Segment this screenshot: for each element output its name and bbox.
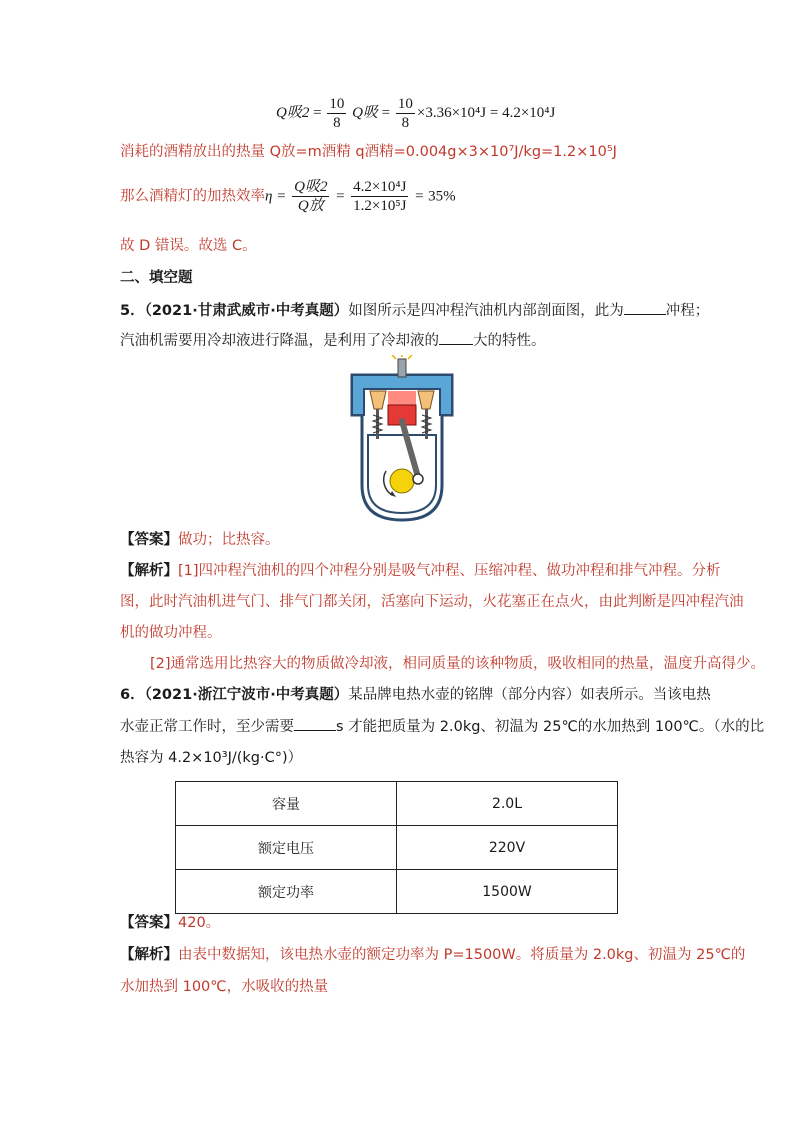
table-row: 额定功率 1500W <box>176 870 618 914</box>
q6-source: （2021·浙江宁波市·中考真题） <box>144 687 349 703</box>
q5-line-1: 5．（2021·甘肃武威市·中考真题）如图所示是四冲程汽油机内部剖面图，此为 冲程； <box>120 300 709 321</box>
q5-line-2: 汽油机需要用冷却液进行降温，是利用了冷却液的 大的特性。 <box>120 330 546 351</box>
q5-blank-2 <box>439 330 473 345</box>
formula-result: 4.2×10⁴J <box>502 104 556 121</box>
q5-analysis-4: [2]通常选用比热容大的物质做冷却液，相同质量的该种物质，吸收相同的热量，温度升高得少。 <box>150 656 766 672</box>
q5-answer: 【答案】做功；比热容。 <box>120 532 280 548</box>
q5-blank-1 <box>624 300 666 315</box>
alcohol-heat-line: 消耗的酒精放出的热量 Q放=m酒精 q酒精=0.004g×3×10⁷J/kg=1.2×10⁵J <box>120 144 617 160</box>
efficiency-fraction: $\frac{\text{Q吸2}}{\text{Q放}}$ <box>294 179 328 214</box>
conclusion-line: 故 D 错误。故选 C。 <box>120 238 257 254</box>
q5-analysis-3: 机的做功冲程。 <box>120 625 222 641</box>
q6-analysis-1: 【解析】由表中数据知，该电热水壶的额定功率为 P=1500W。将质量为 2.0kg、初温为 25℃的 <box>120 947 746 963</box>
q6-answer: 【答案】420。 <box>120 915 221 931</box>
q5-analysis-2: 图，此时汽油机进气门、排气门都关闭，活塞向下运动，火花塞正在点火，由此判断是四冲程汽油 <box>120 594 744 610</box>
table-row: 容量 2.0L <box>176 782 618 826</box>
formula-q-symbol: Q吸 <box>352 104 378 121</box>
q6-line-3: 热容为 4.2×10³J/(kg·C°)） <box>120 750 303 766</box>
kettle-spec-table <box>175 781 618 914</box>
efficiency-fraction-values: $\frac{\text{4.2×10⁴J}}{\text{1.2×10⁵J}}$ <box>353 179 407 214</box>
formula-lhs: Q吸2 <box>276 104 310 121</box>
section-title: 二、填空题 <box>120 270 193 286</box>
formula-value: 3.36×10⁴J <box>425 104 487 121</box>
efficiency-prefix: 那么酒精灯的加热效率 <box>120 188 265 205</box>
table-row: 额定电压 220V <box>176 826 618 870</box>
q6-blank <box>294 716 336 731</box>
q6-line-1: 6．（2021·浙江宁波市·中考真题）某品牌电热水壶的铭牌（部分内容）如表所示。当该电热 <box>120 687 711 703</box>
q6-line-2: 水壶正常工作时，至少需要 s 才能把质量为 2.0kg、初温为 25℃的水加热到 100℃。（水的比 <box>120 716 764 737</box>
efficiency-formula: 那么酒精灯的加热效率η = $\frac{\text{Q吸2}}{\text{Q放}}$ = $\frac{\text{4.2×10⁴J}}{\text{1.2×10⁵J}}$ = 35% <box>120 179 456 214</box>
q5-source: （2021·甘肃武威市·中考真题） <box>144 303 349 319</box>
fraction: $\frac{10}{8}$ <box>397 96 413 131</box>
q5-analysis-1: 【解析】[1]四冲程汽油机的四个冲程分别是吸气冲程、压缩冲程、做功冲程和排气冲程。分析 <box>120 563 721 579</box>
four-stroke-engine-diagram <box>346 355 458 523</box>
formula-q-absorbed-2: Q吸2 = $\frac{10}{8}$ Q吸 = $\frac{10}{8}$ ×3.36×10⁴J = 4.2×10⁴J <box>276 96 556 131</box>
efficiency-result: 35% <box>428 188 456 205</box>
fraction: $\frac{10}{8}$ <box>329 96 345 131</box>
q6-analysis-2: 水加热到 100℃，水吸收的热量 <box>120 979 329 995</box>
